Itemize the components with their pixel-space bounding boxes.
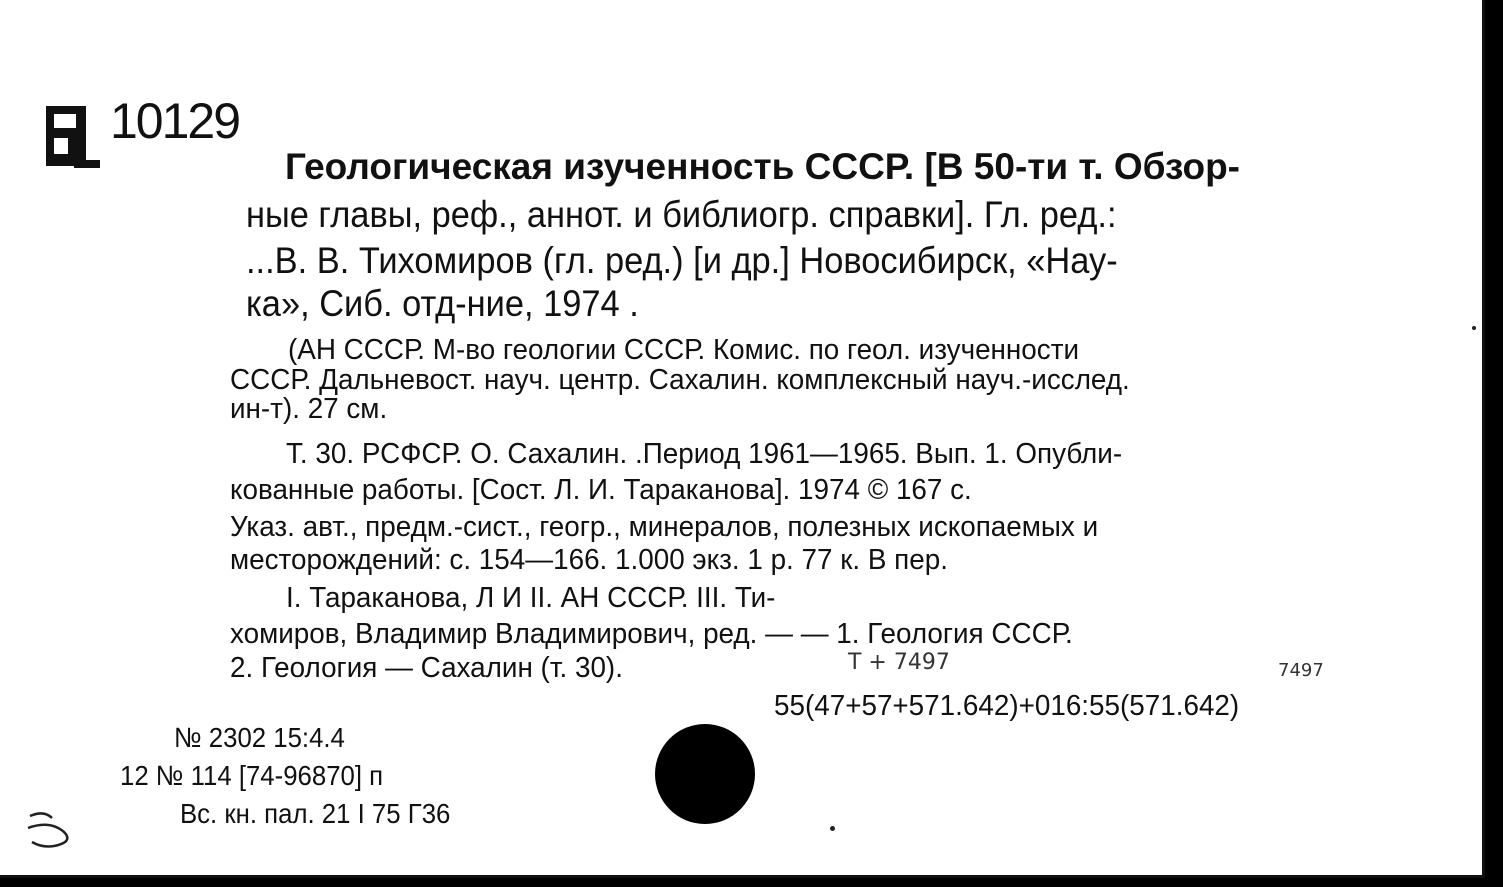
classification-index: 55(47+57+571.642)+016:55(571.642)	[774, 690, 1240, 722]
tracing-line-3: 2. Геология — Сахалин (т. 30).	[230, 652, 623, 684]
handwritten-note-faint: 7497	[1278, 660, 1324, 681]
series-line-1: (АН СССР. М-во геологии СССР. Комис. по геол. изученности	[288, 334, 1080, 366]
tracing-line-2: хомиров, Владимир Владимирович, ред. — — 1. Геология СССР.	[230, 618, 1073, 650]
footer-line-1: № 2302 15:4.4	[174, 722, 345, 753]
speck	[1472, 326, 1476, 330]
title-line-4: ка», Сиб. отд-ние, 1974 .	[246, 283, 639, 324]
volume-line-3: Указ. авт., предм.-сист., геогр., минералов, полезных ископаемых и	[230, 511, 1099, 543]
title-line-1: Геологическая изученность СССР. [В 50-ти т. Обзор-	[285, 146, 1240, 187]
footer-line-2: 12 № 114 [74-96870] п	[120, 760, 384, 791]
series-line-3: ин-т). 27 см.	[230, 393, 388, 425]
volume-line-2: кованные работы. [Сост. Л. И. Тараканова]. 1974 © 167 с.	[230, 474, 972, 506]
library-stamp-icon	[44, 104, 102, 170]
punch-hole	[655, 724, 755, 824]
footer-line-3: Вс. кн. пал. 21 I 75 Г36	[180, 798, 451, 829]
title-line-2: ные главы, реф., аннот. и библиогр. справки]. Гл. ред.:	[246, 194, 1117, 235]
pencil-mark-icon	[24, 808, 94, 857]
volume-line-1: Т. 30. РСФСР. О. Сахалин. .Период 1961—1965. Вып. 1. Опубли-	[286, 438, 1123, 470]
speck	[830, 826, 835, 831]
volume-line-4: месторождений: с. 154—166. 1.000 экз. 1 р. 77 к. В пер.	[230, 544, 948, 576]
tracing-line-1: I. Тараканова, Л И II. АН СССР. III. Ти-	[286, 582, 776, 614]
series-line-2: СССР. Дальневост. науч. центр. Сахалин. комплексный науч.-исслед.	[230, 364, 1130, 396]
handwritten-note: Т + 7497	[848, 650, 950, 675]
call-number: 10129	[110, 93, 240, 149]
title-line-3: ...В. В. Тихомиров (гл. ред.) [и др.] Новосибирск, «Нау-	[246, 240, 1118, 281]
